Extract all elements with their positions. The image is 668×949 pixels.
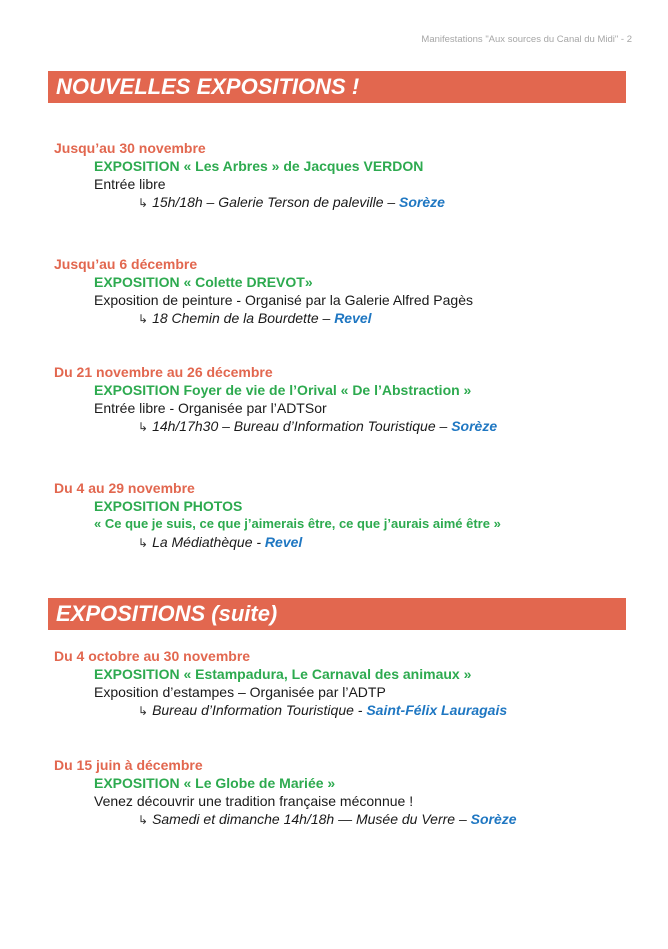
event-location-text: 18 Chemin de la Bourdette – bbox=[152, 310, 335, 326]
event-date: Du 4 octobre au 30 novembre bbox=[54, 648, 251, 664]
event-item bbox=[54, 255, 634, 328]
event-location bbox=[54, 701, 634, 720]
event-city: Sorèze bbox=[399, 194, 445, 210]
location-arrow-icon: ↳ bbox=[138, 536, 149, 550]
event-title: EXPOSITION « Le Globe de Mariée » bbox=[94, 775, 336, 791]
event-city: Saint-Félix Lauragais bbox=[366, 702, 508, 718]
event-item bbox=[54, 139, 634, 212]
event-date: Du 4 au 29 novembre bbox=[54, 480, 195, 496]
section-banner-exhibitions-continued bbox=[48, 598, 626, 630]
event-title: EXPOSITION Foyer de vie de l’Orival « De l’Abstraction » bbox=[94, 382, 472, 398]
event-date: Du 15 juin à décembre bbox=[54, 757, 203, 773]
event-location-text: La Médiathèque - bbox=[152, 534, 265, 550]
event-location bbox=[54, 533, 634, 552]
event-title: EXPOSITION PHOTOS bbox=[94, 498, 243, 514]
location-arrow-icon: ↳ bbox=[138, 312, 149, 326]
event-location-text: Bureau d’Information Touristique - bbox=[152, 702, 367, 718]
event-city: Sorèze bbox=[470, 811, 517, 827]
event-location-text: Samedi et dimanche 14h/18h — Musée du Verre – bbox=[152, 811, 471, 827]
event-location bbox=[54, 193, 634, 212]
location-arrow-icon: ↳ bbox=[138, 704, 149, 718]
section-title: NOUVELLES EXPOSITIONS ! bbox=[56, 74, 360, 99]
event-date: Jusqu’au 6 décembre bbox=[54, 256, 198, 272]
event-city: Sorèze bbox=[451, 418, 498, 434]
event-location-text: 14h/17h30 – Bureau d’Information Touristique – bbox=[152, 418, 452, 434]
section-title: EXPOSITIONS (suite) bbox=[56, 601, 278, 626]
event-location bbox=[54, 309, 634, 328]
page-header-note: Manifestations "Aux sources du Canal du Midi" - 2 bbox=[421, 34, 632, 45]
location-arrow-icon: ↳ bbox=[138, 196, 149, 210]
event-description: Venez découvrir une tradition française méconnue ! bbox=[94, 793, 414, 809]
event-date: Du 21 novembre au 26 décembre bbox=[54, 364, 273, 380]
event-title: EXPOSITION « Les Arbres » de Jacques VERDON bbox=[94, 158, 424, 174]
event-description: Entrée libre bbox=[94, 176, 166, 192]
event-date: Jusqu’au 30 novembre bbox=[54, 140, 206, 156]
event-location bbox=[54, 417, 634, 436]
event-title: EXPOSITION « Colette DREVOT» bbox=[94, 274, 313, 290]
event-location-text: 15h/18h – Galerie Terson de paleville – bbox=[152, 194, 400, 210]
event-description: Entrée libre - Organisée par l’ADTSor bbox=[94, 400, 327, 416]
event-location bbox=[54, 810, 634, 829]
event-item bbox=[54, 479, 634, 552]
event-item bbox=[54, 756, 634, 829]
location-arrow-icon: ↳ bbox=[138, 420, 149, 434]
event-subtitle: « Ce que je suis, ce que j’aimerais être, ce que j’aurais aimé être » bbox=[94, 516, 501, 531]
event-item bbox=[54, 647, 634, 720]
event-description: Exposition d’estampes – Organisée par l’ADTP bbox=[94, 684, 386, 700]
event-item bbox=[54, 363, 634, 436]
event-city: Revel bbox=[264, 534, 303, 550]
event-city: Revel bbox=[334, 310, 372, 326]
event-description: Exposition de peinture - Organisé par la Galerie Alfred Pagès bbox=[94, 292, 473, 308]
event-title: EXPOSITION « Estampadura, Le Carnaval des animaux » bbox=[94, 666, 472, 682]
location-arrow-icon: ↳ bbox=[138, 813, 149, 827]
section-banner-new-exhibitions bbox=[48, 71, 626, 103]
